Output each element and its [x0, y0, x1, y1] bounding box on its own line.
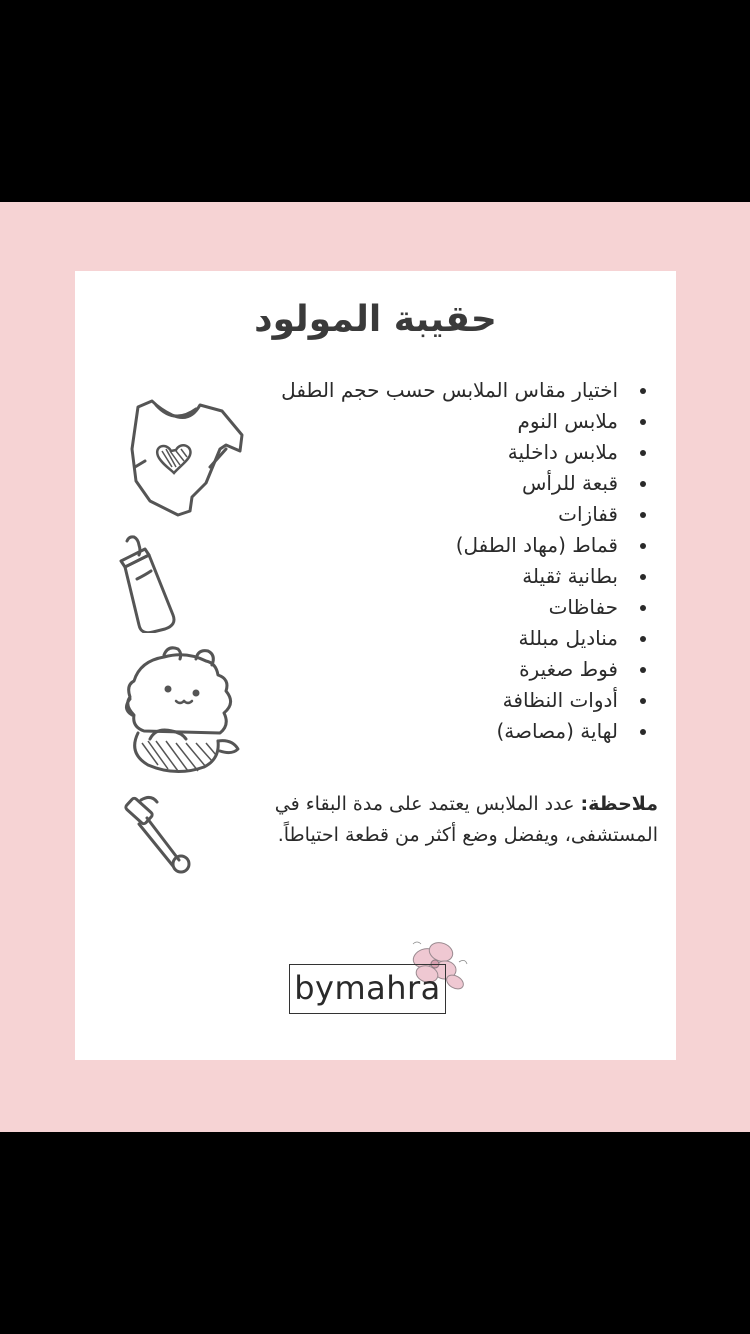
- teddy-bear-icon: [120, 643, 245, 778]
- pink-background-band: [0, 202, 750, 1132]
- page-title: حقيبة المولود: [254, 299, 497, 340]
- list-item: ملابس داخلية: [246, 437, 646, 468]
- list-item: حفاظات: [246, 592, 646, 623]
- list-item: اختيار مقاس الملابس حسب حجم الطفل: [246, 375, 646, 406]
- safety-pin-icon: [123, 794, 195, 878]
- brand-logo: bymahra: [289, 964, 446, 1014]
- note-paragraph: [218, 789, 658, 851]
- list-item: أدوات النظافة: [246, 685, 646, 716]
- list-item: ملابس النوم: [246, 406, 646, 437]
- note-text: عدد الملابس يعتمد على مدة البقاء في المستشفى، ويفضل وضع أكثر من قطعة احتياطاً.: [274, 793, 658, 846]
- list-item: قماط (مهاد الطفل): [246, 530, 646, 561]
- list-item: بطانية ثقيلة: [246, 561, 646, 592]
- list-item: قفازات: [246, 499, 646, 530]
- list-item: قبعة للرأس: [246, 468, 646, 499]
- list-item: فوط صغيرة: [246, 654, 646, 685]
- list-item: لهاية (مصاصة): [246, 716, 646, 747]
- note-label: ملاحظة:: [580, 793, 658, 815]
- checklist-card: [75, 271, 676, 1060]
- baby-bottle-icon: [115, 533, 190, 633]
- list-item: مناديل مبللة: [246, 623, 646, 654]
- checklist: [246, 375, 646, 747]
- onesie-icon: [130, 389, 245, 519]
